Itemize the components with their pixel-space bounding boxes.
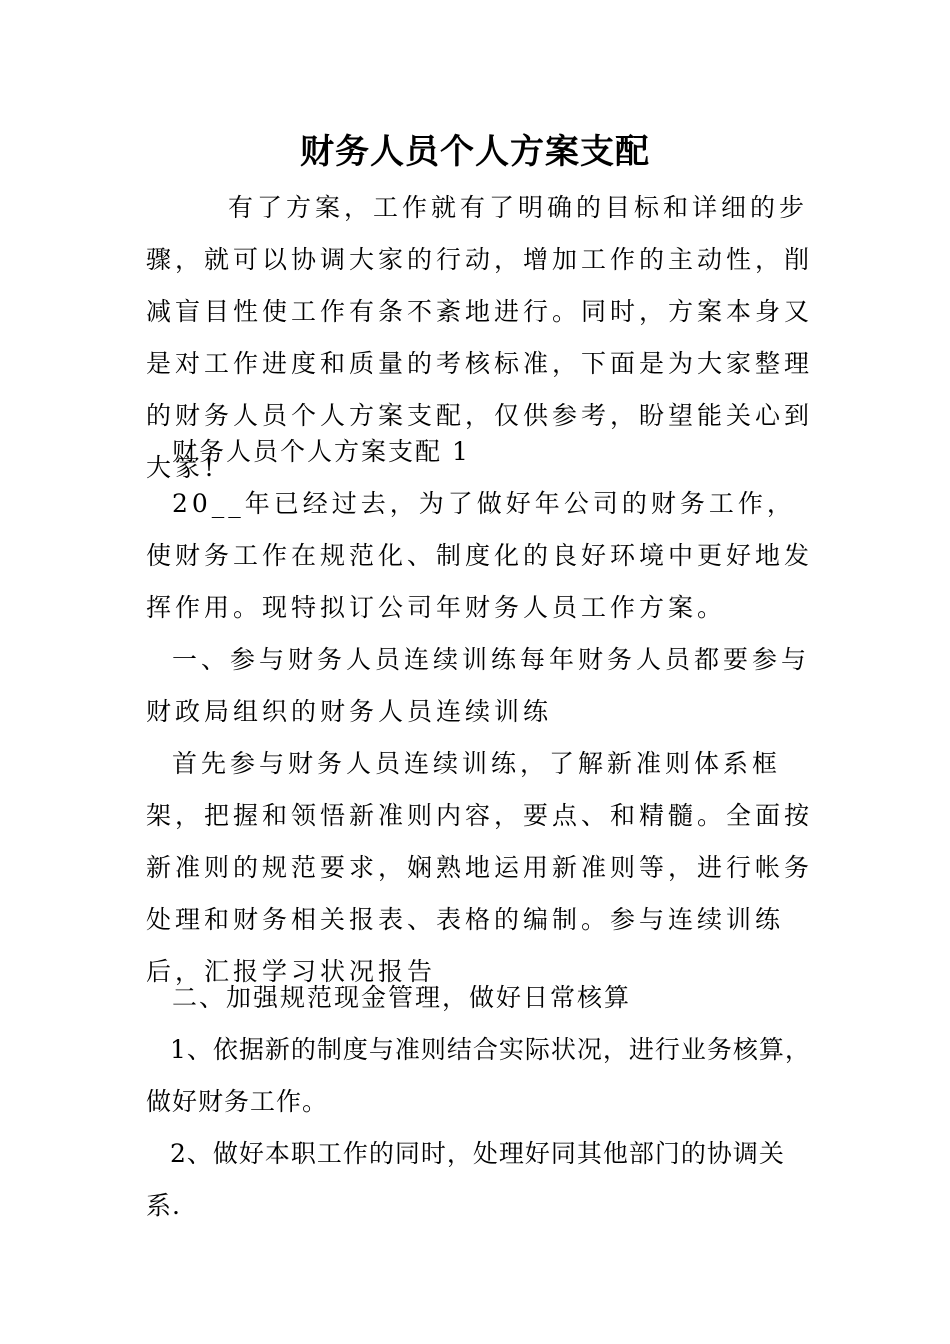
paragraph-training: 首先参与财务人员连续训练，了解新准则体系框架，把握和领悟新准则内容，要点、和精髓。全面按新准则的规范要求，娴熟地运用新准则等，进行帐务处理和财务相关报表、表格的编制。参与连续训练后，汇报学习状况报告 xyxy=(146,749,814,986)
item-cash-heading: 二、加强规范现金管理，做好日常核算 xyxy=(172,983,632,1012)
paragraph-overview: 20__年已经过去，为了做好年公司的财务工作，使财务工作在规范化、制度化的良好环境中更好地发挥作用。现特拟订公司年财务人员工作方案。 xyxy=(146,489,814,622)
document-title: 财务人员个人方案支配 xyxy=(300,132,650,172)
section-heading-1: 财务人员个人方案支配 1 xyxy=(172,437,470,466)
item-training-heading: 一、参与财务人员连续训练每年财务人员都要参与财政局组织的财务人员连续训练 xyxy=(146,645,811,726)
intro-paragraph: 有了方案，工作就有了明确的目标和详细的步骤，就可以协调大家的行动，增加工作的主动性，削减盲目性使工作有条不紊地进行。同时，方案本身又是对工作进度和质量的考核标准，下面是为大家整理的财务人员个人方案支配，仅供参考，盼望能关心到大家! xyxy=(146,193,814,482)
list-item-2: 2、做好本职工作的同时，处理好同其他部门的协调关系. xyxy=(146,1139,785,1220)
list-item-1: 1、依据新的制度与准则结合实际状况，进行业务核算，做好财务工作。 xyxy=(146,1035,811,1116)
